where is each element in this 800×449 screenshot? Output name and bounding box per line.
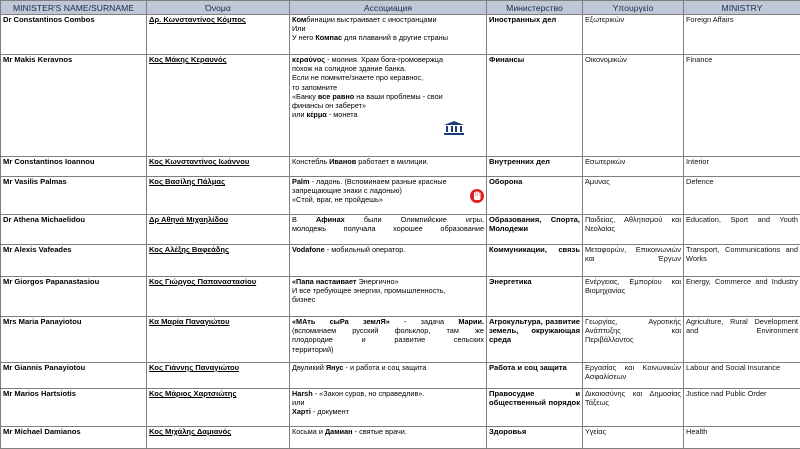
association-segment: В <box>292 215 316 224</box>
greek-name: Δρ Αθηνά Μιχαηλίδου <box>147 215 290 245</box>
association-segment: - монета <box>327 110 358 119</box>
association-segment: или <box>292 110 306 119</box>
association-line <box>292 398 484 407</box>
ministry-en: Defence <box>684 177 800 215</box>
header-row <box>1 1 800 15</box>
association-segment: бинации выстраивает с иностранцами <box>306 15 436 24</box>
association-segment: Двуликий <box>292 363 326 372</box>
association-segment: - и работа и соц защита <box>343 363 426 372</box>
association-segment: бизнес <box>292 295 315 304</box>
table-row <box>1 157 800 177</box>
ministry-el: Οικονομικών <box>583 55 684 157</box>
association-segment: Харті <box>292 407 311 416</box>
minister-name: Mr Giorgos Papanastasiou <box>1 277 147 317</box>
association-segment: на ваши проблемы - свои <box>354 92 443 101</box>
association-segment: - ладонь. (Вспоминаем разные красные <box>309 177 446 186</box>
association-line <box>292 24 484 33</box>
association-text <box>290 157 487 177</box>
table-row <box>1 317 800 363</box>
stop-hand-icon <box>470 189 484 203</box>
greek-name: Κα Μαρία Παναγιώτου <box>147 317 290 363</box>
greek-name: Κος Μάριος Χαρτσιώτης <box>147 389 290 427</box>
ministry-el: Υγείας <box>583 427 684 449</box>
ministry-ru: Правосудие и общественный порядок <box>487 389 583 427</box>
association-line <box>292 326 484 335</box>
table-row <box>1 55 800 157</box>
association-segment: Иванов <box>329 157 356 166</box>
association-segment: И все требующее энергии, промышленность, <box>292 286 446 295</box>
ministry-ru: Агрокультура, развитие земель, окружающая среда <box>487 317 583 363</box>
minister-name: Dr Constantinos Combos <box>1 15 147 55</box>
association-segment: то запомните <box>292 83 337 92</box>
ministry-ru: Финансы <box>487 55 583 157</box>
association-segment: или <box>292 398 304 407</box>
table-row <box>1 215 800 245</box>
ministry-en: Energy, Commerce and Industry <box>684 277 800 317</box>
association-segment: Harsh <box>292 389 313 398</box>
table-row <box>1 177 800 215</box>
association-segment: - святые врачи. <box>353 427 407 436</box>
association-line <box>292 177 484 186</box>
table-row <box>1 245 800 277</box>
association-segment: κεραύνος <box>292 55 325 64</box>
association-line <box>292 33 484 42</box>
table-row <box>1 363 800 389</box>
association-text <box>290 15 487 55</box>
association-segment: Дамиан <box>325 427 353 436</box>
association-text <box>290 177 487 215</box>
greek-name: Κος Μιχάλης Δαμιανός <box>147 427 290 449</box>
association-line <box>292 83 484 92</box>
association-text <box>290 277 487 317</box>
ministry-en: Education, Sport and Youth <box>684 215 800 245</box>
greek-name: Κος Μάκης Κεραυνός <box>147 55 290 157</box>
association-segment: Марии. <box>458 317 484 326</box>
ministry-ru: Оборона <box>487 177 583 215</box>
association-segment: плодородие и развитие сельских <box>292 335 484 344</box>
association-line <box>292 15 484 24</box>
header-ministry-el: Υπουργείο <box>583 1 684 15</box>
ministry-ru: Иностранных дел <box>487 15 583 55</box>
association-segment: территорий) <box>292 345 333 354</box>
ministry-el: Εξωτερικών <box>583 15 684 55</box>
ministry-en: Labour and Social Insurance <box>684 363 800 389</box>
association-line <box>292 92 484 101</box>
ministry-ru: Работа и соц защита <box>487 363 583 389</box>
greek-name: Κος Γιάννης Παναγιώτου <box>147 363 290 389</box>
association-text <box>290 427 487 449</box>
association-text <box>290 245 487 277</box>
ministry-ru: Образования, Спорта, Молодежи <box>487 215 583 245</box>
association-line <box>292 407 484 416</box>
header-greek-name: Όνομα <box>147 1 290 15</box>
association-line <box>292 157 484 166</box>
association-line <box>292 245 484 254</box>
header-ministry-en: MINISTRY <box>684 1 800 15</box>
table-row <box>1 15 800 55</box>
association-segment: «МАть сыРа землЯ» <box>292 317 390 326</box>
association-segment: «Папа настаивает <box>292 277 356 286</box>
association-segment: финансы он заберет» <box>292 101 366 110</box>
ministry-en: Health <box>684 427 800 449</box>
minister-name: Mr Alexis Vafeades <box>1 245 147 277</box>
association-line <box>292 55 484 64</box>
association-line <box>292 64 484 73</box>
association-line <box>292 389 484 398</box>
association-segment: У него <box>292 33 315 42</box>
ministry-en: Interior <box>684 157 800 177</box>
association-segment: Ком <box>292 15 306 24</box>
association-segment: Vodafone <box>292 245 325 254</box>
header-ministry-ru: Министерство <box>487 1 583 15</box>
association-segment: все равно <box>318 92 354 101</box>
association-segment: кέрμα <box>306 110 326 119</box>
association-segment: Palm <box>292 177 309 186</box>
association-segment: для плаваний в другие страны <box>342 33 448 42</box>
ministry-el: Δικαιοσύνης και Δημοσίας Τάξεως <box>583 389 684 427</box>
ministry-en: Foreign Affairs <box>684 15 800 55</box>
association-line <box>292 345 484 354</box>
association-line <box>292 215 484 224</box>
association-segment: - «Закон суров, но справедлив». <box>313 389 425 398</box>
association-line <box>292 286 484 295</box>
association-segment: Или <box>292 24 306 33</box>
greek-name: Κος Κωνσταντίνος Ιωάννου <box>147 157 290 177</box>
ministry-ru: Внутренних дел <box>487 157 583 177</box>
association-line <box>292 73 484 82</box>
association-segment: - молния. Храм бога-громовержца <box>325 55 443 64</box>
ministry-en: Finance <box>684 55 800 157</box>
association-line <box>292 295 484 304</box>
ministry-ru: Энергетика <box>487 277 583 317</box>
association-segment: (вспоминаем русский фольклор, там же <box>292 326 484 335</box>
association-text <box>290 317 487 363</box>
association-line <box>292 195 484 204</box>
association-segment: Если не помните/знаете про керавнос, <box>292 73 423 82</box>
minister-name: Mr Makis Keravnos <box>1 55 147 157</box>
bank-icon <box>444 121 464 135</box>
minister-name: Mrs Maria Panayiotou <box>1 317 147 363</box>
minister-name: Mr Giannis Panayiotou <box>1 363 147 389</box>
minister-name: Mr Michael Damianos <box>1 427 147 449</box>
association-segment: Энергично» <box>356 277 398 286</box>
ministry-en: Agriculture, Rural Development and Environment <box>684 317 800 363</box>
ministry-en: Transport, Communications and Works <box>684 245 800 277</box>
association-segment: похож на солидное здание банка. <box>292 64 406 73</box>
association-line <box>292 110 484 119</box>
header-minister-name: MINISTER'S NAME/SURNAME <box>1 1 147 15</box>
association-segment: были Олимпийские игры, <box>345 215 484 224</box>
greek-name: Δρ. Κωνσταντίνος Κόμπος <box>147 15 290 55</box>
association-line <box>292 335 484 344</box>
ministry-el: Εργασίας και Κοινωνικών Ασφαλίσεων <box>583 363 684 389</box>
association-line <box>292 186 484 195</box>
ministry-el: Παιδείας, Αθλητισμού και Νεολαίας <box>583 215 684 245</box>
association-segment: запрещающие знаки с ладонью) <box>292 186 402 195</box>
header-association: Ассоциация <box>290 1 487 15</box>
ministry-el: Ενέργειας, Εμπορίου και Βιομηχανίας <box>583 277 684 317</box>
minister-name: Dr Athena Michaelidou <box>1 215 147 245</box>
minister-name: Mr Vasilis Palmas <box>1 177 147 215</box>
table-row <box>1 427 800 449</box>
association-segment: «Стой, враг, не пройдешь» <box>292 195 383 204</box>
association-line <box>292 363 484 372</box>
association-line <box>292 277 484 286</box>
association-segment: - мобильный оператор. <box>325 245 406 254</box>
association-segment: Констебль <box>292 157 329 166</box>
ministry-ru: Коммуникации, связь <box>487 245 583 277</box>
ministry-ru: Здоровья <box>487 427 583 449</box>
association-segment: «Банку <box>292 92 318 101</box>
ministry-el: Εσωτερικών <box>583 157 684 177</box>
greek-name: Κος Αλέξης Βαφεάδης <box>147 245 290 277</box>
association-segment: молодежь получала хорошее образование <box>292 224 484 233</box>
ministry-el: Άμυνας <box>583 177 684 215</box>
minister-name: Mr Marios Hartsiotis <box>1 389 147 427</box>
association-text <box>290 215 487 245</box>
association-line <box>292 224 484 233</box>
association-line <box>292 427 484 436</box>
ministry-en: Justice nad Public Order <box>684 389 800 427</box>
association-segment: Компас <box>315 33 342 42</box>
association-text <box>290 363 487 389</box>
greek-name: Κος Βασίλης Πάλμας <box>147 177 290 215</box>
association-segment: Афинах <box>316 215 345 224</box>
ministry-el: Μεταφορών, Επικοινωνιών και Έργων <box>583 245 684 277</box>
association-line <box>292 317 484 326</box>
association-segment: работает в милиции. <box>356 157 428 166</box>
greek-name: Κος Γιώργος Παπαναστασίου <box>147 277 290 317</box>
association-segment: - задача <box>390 317 459 326</box>
association-segment: Косьма и <box>292 427 325 436</box>
association-segment: - документ <box>311 407 349 416</box>
minister-name: Mr Constantinos Ioannou <box>1 157 147 177</box>
table-row <box>1 277 800 317</box>
ministry-el: Γεωργίας, Αγροτικής Ανάπτυξης και Περιβάλλοντος <box>583 317 684 363</box>
association-line <box>292 101 484 110</box>
association-segment: Янус <box>326 363 344 372</box>
association-text <box>290 55 487 157</box>
